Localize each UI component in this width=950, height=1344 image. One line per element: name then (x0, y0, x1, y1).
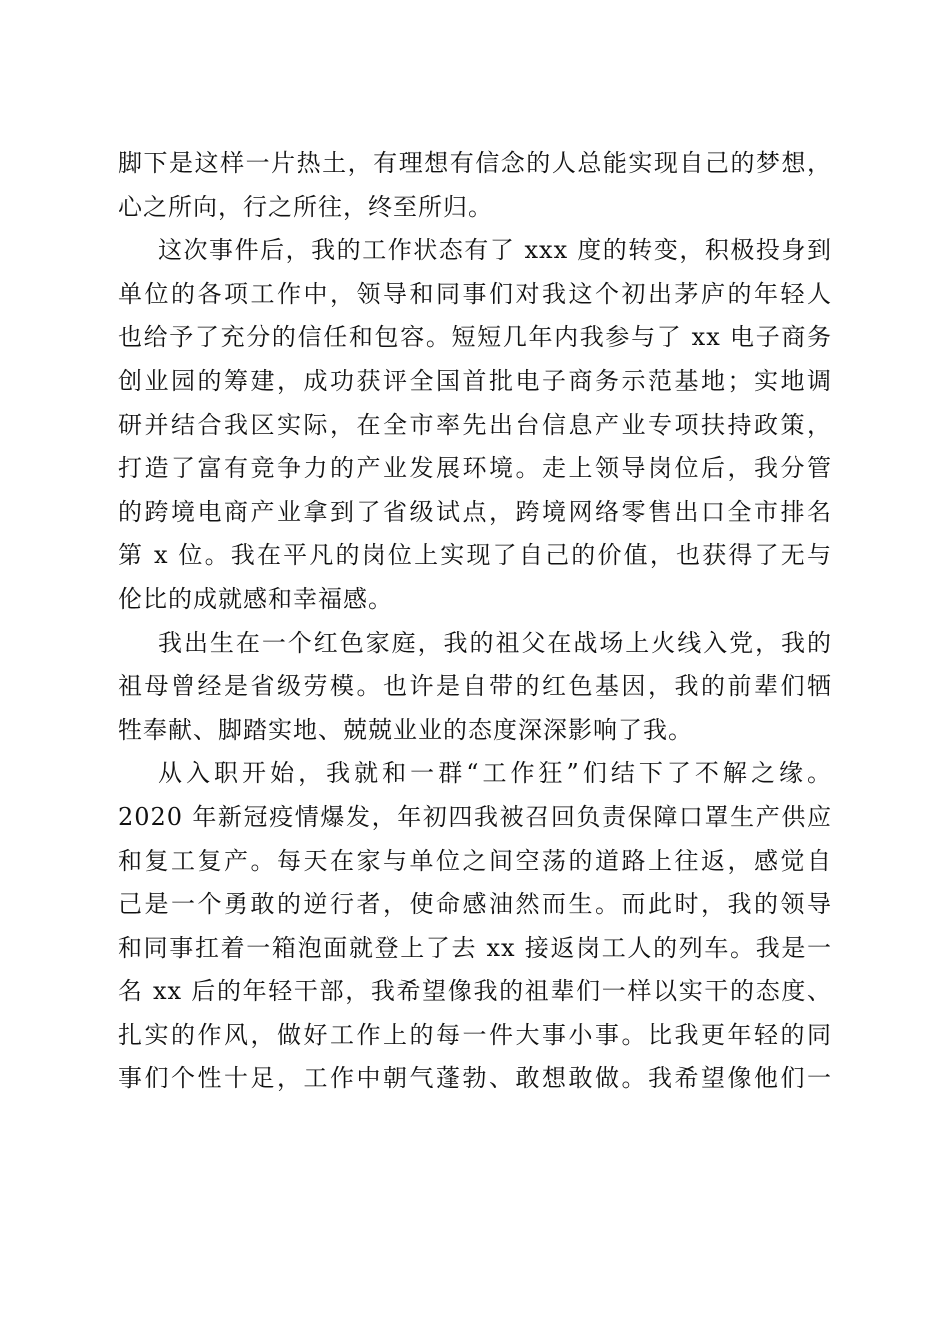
text-line: 己是一个勇敢的逆行者，使命感油然而生。而此时，我的领导 (118, 890, 832, 919)
text-line: 脚下是这样一片热土，有理想有信念的人总能实现自己的梦想， (118, 149, 832, 177)
paragraph-first-line: 从入职开始，我就和一群“工作狂”们结下了不解之缘。 (158, 759, 832, 788)
text-line: 打造了富有竞争力的产业发展环境。走上领导岗位后，我分管 (118, 454, 832, 483)
text-line: 扎实的作风，做好工作上的每一件大事小事。比我更年轻的同 (118, 1020, 832, 1049)
body-text (118, 142, 832, 1101)
text-line: 的跨境电商产业拿到了省级试点，跨境网络零售出口全市排名 (118, 497, 832, 526)
paragraph-first-line: 我出生在一个红色家庭，我的祖父在战场上火线入党，我的 (158, 628, 832, 657)
text-line: 研并结合我区实际，在全市率先出台信息产业专项扶持政策， (118, 410, 832, 439)
text-line: 和复工复产。每天在家与单位之间空荡的道路上往返，感觉自 (118, 846, 832, 875)
text-line: 2020 年新冠疫情爆发，年初四我被召回负责保障口罩生产供应 (118, 802, 832, 831)
text-line: 和同事扛着一箱泡面就登上了去 xx 接返岗工人的列车。我是一 (118, 933, 832, 962)
text-line: 第 x 位。我在平凡的岗位上实现了自己的价值，也获得了无与 (118, 541, 832, 570)
text-line: 创业园的筹建，成功获评全国首批电子商务示范基地；实地调 (118, 366, 832, 395)
text-line: 单位的各项工作中，领导和同事们对我这个初出茅庐的年轻人 (118, 279, 832, 308)
text-line: 心之所向，行之所往，终至所归。 (118, 192, 493, 221)
text-line: 伦比的成就感和幸福感。 (118, 584, 393, 613)
text-line: 牲奉献、脚踏实地、兢兢业业的态度深深影响了我。 (118, 715, 693, 744)
text-line: 名 xx 后的年轻干部，我希望像我的祖辈们一样以实干的态度、 (118, 977, 832, 1006)
text-line: 事们个性十足，工作中朝气蓬勃、敢想敢做。我希望像他们一 (118, 1064, 832, 1093)
text-line: 也给予了充分的信任和包容。短短几年内我参与了 xx 电子商务 (118, 323, 832, 352)
paragraph-first-line: 这次事件后，我的工作状态有了 xxx 度的转变，积极投身到 (158, 236, 832, 265)
text-line: 祖母曾经是省级劳模。也许是自带的红色基因，我的前辈们牺 (118, 672, 832, 701)
